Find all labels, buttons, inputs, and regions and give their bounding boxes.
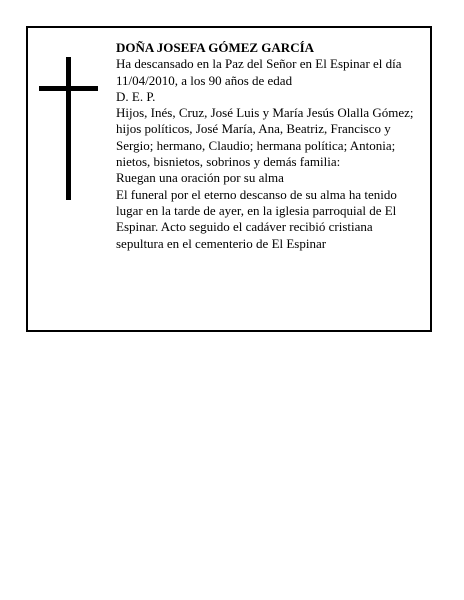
death-announcement: Ha descansado en la Paz del Señor en El Espinar el día 11/04/2010, a los 90 años de edad [116, 56, 402, 88]
cross-horizontal-bar [39, 86, 98, 91]
notice-text [116, 40, 418, 252]
rest-in-peace: D. E. P. [116, 88, 156, 104]
family-list: Hijos, Inés, Cruz, José Luis y María Jesús Olalla Gómez; hijos políticos, José María, Ana, Beatriz, Francisco y Sergio; hermano, Claudio; hermana política; Antonia; nietos, bisnietos, sobrinos y demás familia: [116, 105, 414, 170]
funeral-details: El funeral por el eterno descanso de su alma ha tenido lugar en la tarde de ayer, en la iglesia parroquial de El Espinar. Acto seguido el cadáver recibió cristiana sepultura en el cementerio de El Espinar [116, 186, 397, 251]
cross-vertical-bar [66, 57, 71, 200]
prayer-request: Ruegan una oración por su alma [116, 170, 284, 186]
deceased-name: DOÑA JOSEFA GÓMEZ GARCÍA [116, 40, 315, 55]
obituary-notice [26, 26, 432, 332]
